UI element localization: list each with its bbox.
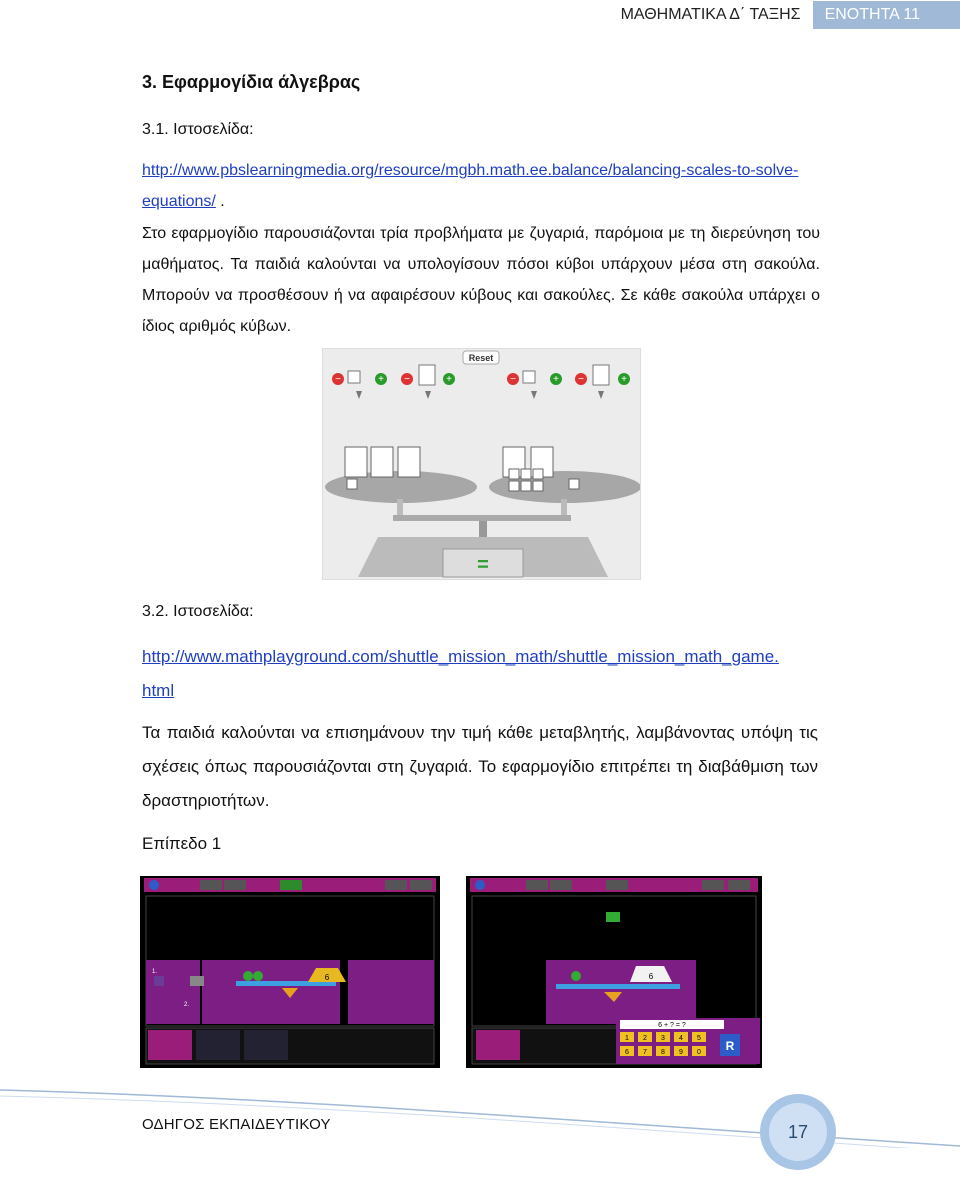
paragraph-31: Στο εφαρμογίδιο παρουσιάζονται τρία προβλήματα με ζυγαριά, παρόμοια με τη διερεύνηση του μαθήματος. Τα παιδιά καλούνται να υπολογίσουν πόσοι κύβοι υπάρχουν μέσα στη σακούλα. Μπορούν να προσθέσουν ή να αφαιρέσουν κύβους και σακούλες. Σε κάθε σακούλα υπάρχει ο ίδιος αριθμός κύβων. [142,225,820,335]
step-2: 2. [184,1002,190,1008]
svg-text:−: − [510,374,516,385]
svg-text:+: + [446,374,452,385]
svg-text:6: 6 [625,1049,629,1056]
section-heading: 3. Εφαρμογίδια άλγεβρας [142,72,361,92]
level-label: Επίπεδο 1 [142,834,222,853]
game-screenshot-1 [140,876,440,1068]
svg-text:R: R [725,1039,735,1053]
svg-text:7: 7 [643,1049,647,1056]
svg-text:−: − [404,374,410,385]
page-number: 17 [787,1121,809,1142]
equals-indicator: = [477,554,489,576]
svg-text:9: 9 [679,1049,683,1056]
svg-text:5: 5 [697,1035,701,1042]
step-1: 1. [152,969,158,975]
svg-text:1: 1 [625,1035,629,1042]
url-32-line1[interactable]: http://www.mathplayground.com/shuttle_mission_math/shuttle_mission_math_game. [142,647,779,666]
footer-guide: ΟΔΗΓΟΣ ΕΚΠΑΙΔΕΥΤΙΚΟΥ [142,1116,331,1133]
svg-text:+: + [621,374,627,385]
book-title: ΜΑΘΗΜΑΤΙΚΑ Δ΄ ΤΑΞΗΣ [620,6,801,23]
link-31[interactable]: http://www.pbslearningmedia.org/resource/mgbh.math.ee.balance/balancing-scales-to-solve- equations/ . [142,162,799,210]
svg-text:0: 0 [697,1049,701,1056]
reset-button: Reset [468,353,494,363]
subsection-32-label: 3.2. Ιστοσελίδα: [142,603,254,620]
url-31-line2[interactable]: equations/ [142,193,216,210]
link-32[interactable] [142,640,842,708]
weight-value-2: 6 [648,972,654,981]
svg-text:2: 2 [643,1035,647,1042]
page-header [621,0,960,30]
svg-text:+: + [378,374,384,385]
svg-text:−: − [335,374,341,385]
svg-text:8: 8 [661,1049,665,1056]
weight-value: 6 [324,973,330,982]
subsection-31-label: 3.1. Ιστοσελίδα: [142,121,254,138]
svg-text:3: 3 [661,1035,665,1042]
svg-text:+: + [553,374,559,385]
chapter-badge: ΕΝΟΤΗΤΑ 11 [813,1,960,29]
game-screenshot-2 [466,876,762,1068]
svg-text:4: 4 [679,1035,683,1042]
url-31-line1[interactable]: http://www.pbslearningmedia.org/resource/mgbh.math.ee.balance/balancing-scales-to-solve- [142,162,799,179]
balance-scale-screenshot [322,348,641,580]
equation: 6 + ? = ? [658,1022,686,1029]
paragraph-32: Τα παιδιά καλούνται να επισημάνουν την τιμή κάθε μεταβλητής, λαμβάνοντας υπόψη τις σχέσεις όπως παρουσιάζονται στη ζυγαριά. Το εφαρμογίδιο επιτρέπει τη διαβάθμιση των δραστηριοτήτων. [142,723,818,810]
page-number-badge [760,1094,836,1170]
url-32-line2[interactable]: html [142,681,175,700]
svg-text:−: − [578,374,584,385]
